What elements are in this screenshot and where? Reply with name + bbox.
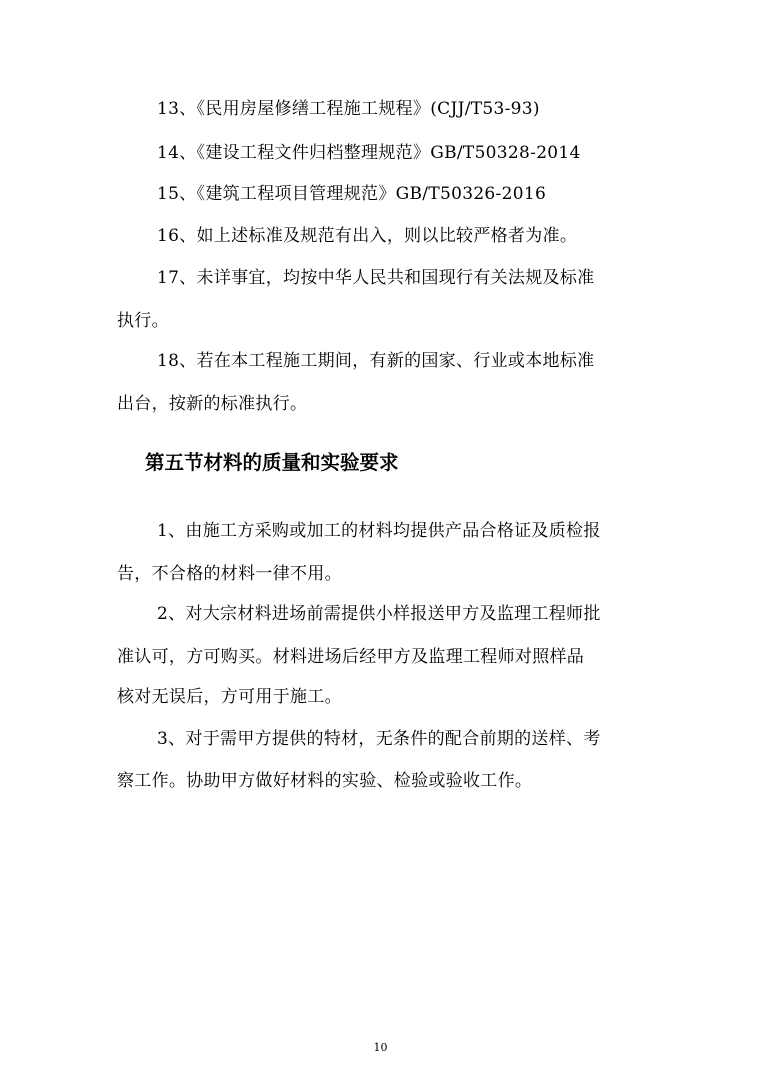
- item-18-line-2: 出台，按新的标准执行。: [117, 394, 308, 414]
- standard-16: 16、如上述标准及规范有出入，则以比较严格者为准。: [157, 226, 578, 246]
- item-17-line-2: 执行。: [117, 311, 169, 331]
- requirement-2-line-2: 准认可，方可购买。材料进场后经甲方及监理工程师对照样品: [117, 647, 585, 667]
- requirement-1-line-2: 告，不合格的材料一律不用。: [117, 564, 342, 584]
- item-17-line-1: 17、未详事宜，均按中华人民共和国现行有关法规及标准: [157, 268, 595, 288]
- requirement-2-line-3: 核对无误后，方可用于施工。: [117, 687, 342, 707]
- section-heading: 第五节材料的质量和实验要求: [145, 451, 399, 474]
- requirement-3-line-1: 3、对于需甲方提供的特材，无条件的配合前期的送样、考: [157, 729, 601, 749]
- requirement-3-line-2: 察工作。协助甲方做好材料的实验、检验或验收工作。: [117, 771, 533, 791]
- page-number: 10: [373, 1041, 388, 1054]
- standard-14: 14、《建设工程文件归档整理规范》GB/T50328-2014: [157, 143, 581, 163]
- item-18-line-1: 18、若在本工程施工期间，有新的国家、行业或本地标准: [157, 351, 595, 371]
- standard-15: 15、《建筑工程项目管理规范》GB/T50326-2016: [157, 184, 547, 204]
- standard-13: 13、《民用房屋修缮工程施工规程》(CJJ/T53-93): [157, 99, 540, 119]
- requirement-1-line-1: 1、由施工方采购或加工的材料均提供产品合格证及质检报: [157, 521, 601, 541]
- requirement-2-line-1: 2、对大宗材料进场前需提供小样报送甲方及监理工程师批: [157, 604, 601, 624]
